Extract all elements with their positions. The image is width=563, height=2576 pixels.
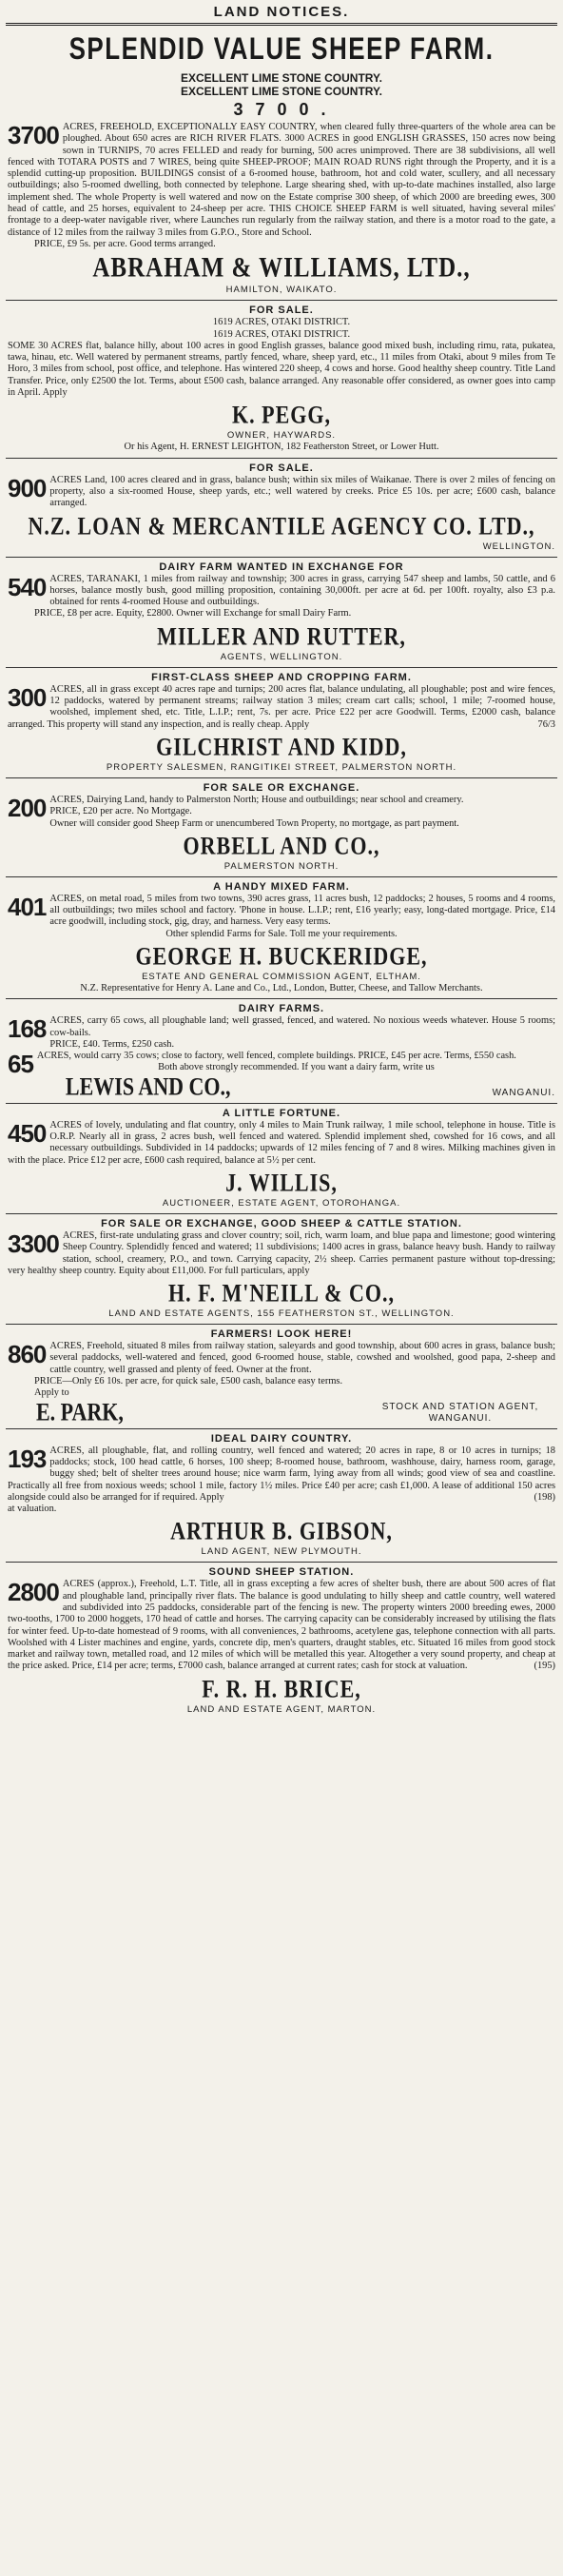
ad-acreage: 200: [8, 793, 47, 822]
ad-acreage: 3700: [8, 121, 59, 149]
ad-body-text: ACRES, would carry 35 cows; close to factory, well fenced, complete buildings. PRICE, £45 per acre. Terms, £550 cash.: [36, 1051, 516, 1062]
ad-acreage-banner: 3 7 0 0 .: [233, 100, 330, 119]
ad-section-label: A LITTLE FORTUNE.: [222, 1107, 341, 1119]
ad-farmers-look-here: [6, 1325, 557, 1428]
ad-body: [8, 1445, 555, 1504]
ad-body-tail: at valuation.: [8, 1504, 57, 1515]
ad-advertiser: GILCHRIST AND KIDD,: [156, 732, 407, 761]
ad-body: [8, 1341, 555, 1376]
ad-address: AGENTS, WELLINGTON.: [220, 651, 343, 662]
ad-sheep-cropping-farm: [6, 668, 557, 778]
ad-advertiser-row: [8, 1397, 555, 1426]
ad-advertiser: MILLER AND RUTTER,: [157, 621, 406, 651]
ad-reference: (198): [534, 1491, 555, 1503]
ad-advertiser: K. PEGG,: [232, 400, 331, 429]
ad-agent-line: Or his Agent, H. ERNEST LEIGHTON, 182 Featherston Street, or Lower Hutt.: [124, 442, 439, 453]
ad-reference: 76/3: [537, 718, 555, 730]
ad-section-label: FOR SALE OR EXCHANGE.: [203, 781, 360, 794]
ad-body-text: ACRES, all in grass except 40 acres rape and turnips; 200 acres flat, balance undulating, all ploughable; post and wire fences, 12 paddocks, watered by permanent streams; railway station 3 miles; cream cart calls; school, 1 mile; 7-roomed house, woolshed, implement shed, etc. Title, L.I.P.; rent, 7s. per acre. Price £22 per acre Goodwill. Terms, £2000 cash, balance arranged. This property will stand any inspection, and is really cheap. Apply: [8, 683, 555, 730]
ad-body-text: ACRES (approx.), Freehold, L.T. Title, all in grass excepting a few acres of shelter bush, there are about 500 acres of flat and ploughable land, principally river flats. The balance is good undulating to hilly sheep and cattle country, well watered and subdivided into 25 paddocks, considerable part of the fencing is new. The property winters 2000 breeding ewes, 2000 two-tooths, 1700 to 2000 hoggets, 170 head of cattle and horses. The carrying capacity can be considerably increased by utilising the flats for winter feed. Up-to-date homestead of 9 rooms, with all conveniences, 2 bathrooms, acetylene gas, telephone connection with all parts. Woolshed with 4 Lister machines and engine, yards, concrete dip, men's quarters, draught stables, etc. Situated 16 miles from good stock market and railway town, metalled road, and 12 miles of which will be metalled this year. Altogether a very sound property, and cheap at the price asked. Price, £14 per acre; terms, £7000 cash, balance arranged at current rates; cash for stock at valuation.: [8, 1579, 555, 1672]
ad-body-text: ACRES Land, 100 acres cleared and in grass, balance bush; within six miles of Waikanae. There is over 2 miles of fencing on property, also a six-roomed House, sheep yards, etc.; well watered by creeks. Price £5 10s. per acre; £600 cash, balance arranged.: [49, 474, 555, 509]
ad-body: [8, 574, 555, 609]
ad-body-text: ACRES, FREEHOLD, EXCEPTIONALLY EASY COUNTRY, when cleared fully three-quarters of the whole area can be ploughed. About 650 acres are RICH RIVER FLATS. 3000 ACRES in good ENGLISH GRASSES, 150 acres now being sown in TURNIPS, 70 acres FELLED and ready for burning, 500 acres unimproved. There are 38 subdivisions, all well fenced with TOTARA POSTS and 7 WIRES, being quite SHEEP-PROOF; MAIN ROAD RUNS right through the Property, and it is a splendid cutting-up proposition. BUILDINGS consist of a 6-roomed house, bathroom, hot and cold water, scullery, and all necessary outbuildings; also 5-roomed dwelling, both connected by telephone. Large shearing shed, with up-to-date machines installed, also large implement shed. The whole Property is well watered and now on the Estate comprise 300 sheep, of which 2000 are breeding ewes, 300 head of cattle, and 25 horses, equivalent to 24-sheep per acre. THIS CHOICE SHEEP FARM is well situated, having several miles' frontage to a deep-water navigable river, where Launches run regularly from the railway station, and there is a motor road to the gate, a distance of 12 miles from the railway 3 miles from G.P.O., Store and School.: [8, 122, 555, 238]
ad-section-label: FARMERS! LOOK HERE!: [210, 1328, 353, 1341]
ad-body: [8, 1230, 555, 1277]
ad-section-label: SOUND SHEEP STATION.: [208, 1566, 355, 1579]
ad-address: LAND AGENT, NEW PLYMOUTH.: [201, 1546, 362, 1558]
ad-body-text: ACRES of lovely, undulating and flat country, only 4 miles to Main Trunk railway, 1 mile school, telephone in house. Title is O.R.P. Nearly all in grass, 2 acres bush, well fenced and watered. Splendid implement shed, cowshed for 16 cows, and all necessary outbuildings. Subdivided in 14 paddocks; upwards of 12 miles fencing of 7 and 8 wires. Milking machines given in with the place. Price £12 per acre, £600 cash required, balance at 5½ per cent.: [8, 1119, 555, 1166]
ad-waikanae-land: [6, 459, 557, 558]
ad-body: [8, 122, 555, 239]
ad-address: LAND AND ESTATE AGENT, MARTON.: [186, 1703, 377, 1715]
ad-price: PRICE, £40. Terms, £250 cash.: [49, 1038, 175, 1050]
ad-advertiser: GEORGE H. BUCKERIDGE,: [135, 941, 428, 971]
ad-address: WELLINGTON.: [482, 541, 555, 552]
ad-price: PRICE, £9 5s. per acre. Good terms arranged.: [34, 238, 216, 249]
ad-section-label: FOR SALE OR EXCHANGE, GOOD SHEEP & CATTLE STATION.: [101, 1217, 462, 1229]
ad-body-text: ACRES, Freehold, situated 8 miles from railway station, saleyards and good township, about 600 acres in grass, balance bush; several paddocks, well-watered and fenced, good 6-roomed house, stable, cowshed and woolshed, good papa, 2-sheep and cattle country, well grassed and plenty of feed. Owner at the front.: [49, 1341, 555, 1375]
ad-price: PRICE, £20 per acre. No Mortgage.: [49, 806, 192, 817]
ad-body-text: ACRES, Dairying Land, handy to Palmerston North; House and outbuildings; near school and creamery.: [49, 794, 464, 805]
ad-address: AUCTIONEER, ESTATE AGENT, OTOROHANGA.: [162, 1197, 401, 1209]
ad-section-label: FIRST-CLASS SHEEP AND CROPPING FARM.: [151, 671, 412, 683]
ad-advertiser: J. WILLIS,: [225, 1168, 338, 1197]
ad-body-text: ACRES, on metal road, 5 miles from two towns, 390 acres grass, 11 acres bush, 12 paddocks; 2 houses, 5 rooms and 4 rooms, all outbuildings; two miles school and factory. 'Phone in house. L.I.P.; rent, £16 yearly; easy, long-dated mortgage. Price, £14 acre goodwill, including stock, gig, dray, and harness. Very easy terms.: [49, 893, 555, 928]
ad-address: OWNER, HAYWARDS.: [226, 430, 337, 442]
ad-section-label: A HANDY MIXED FARM.: [213, 880, 350, 893]
masthead: LAND NOTICES.: [6, 2, 557, 26]
ad-agent-line: N.Z. Representative for Henry A. Lane and Co., Ltd., London, Butter, Cheese, and Tallow Merchants.: [80, 982, 483, 993]
ad-body-text: ACRES, carry 65 cows, all ploughable land; well grassed, fenced, and watered. No noxious weeds whatever. House 5 rooms; cow-bails.: [49, 1015, 555, 1038]
ad-advertiser: LEWIS AND CO.,: [65, 1072, 231, 1101]
ad-acreage: 540: [8, 572, 47, 601]
ad-advertiser: ABRAHAM & WILLIAMS, LTD.,: [92, 252, 471, 284]
ad-body: [8, 1579, 555, 1672]
ad-body: [8, 894, 555, 929]
ad-address: STOCK AND STATION AGENT, WANGANUI.: [381, 1401, 539, 1424]
ad-advertiser: N.Z. LOAN & MERCANTILE AGENCY CO. LTD.,: [28, 510, 535, 540]
ad-subhead: EXCELLENT LIME STONE COUNTRY.: [180, 85, 382, 98]
ad-price: PRICE—Only £6 10s. per acre, for quick sale, £500 cash, balance easy terms.: [34, 1376, 343, 1387]
ad-body: [8, 1120, 555, 1167]
ad-dairy-farms-wanganui: [6, 999, 557, 1103]
ad-advertiser: E. PARK,: [36, 1397, 124, 1426]
ad-sound-sheep-station: [6, 1563, 557, 1719]
ad-body: [8, 475, 555, 510]
ad-acreage: 450: [8, 1118, 47, 1148]
ad-advertiser: ORBELL AND CO.,: [183, 831, 380, 860]
ad-address: PALMERSTON NORTH.: [223, 860, 340, 872]
ad-ideal-dairy-country: [6, 1429, 557, 1563]
ad-subhead: EXCELLENT LIME STONE COUNTRY.: [180, 71, 382, 85]
ad-body: [8, 684, 555, 731]
ad-body-text: ACRES, first-rate undulating grass and clover country; soil, rich, warm loam, and blue papa and limestone; good wintering Sheep Country. Splendidly fenced and watered; 11 subdivisions; 1400 acres in grass, balance heavy bush. Handy to railway station, school, creamery, P.O., and town. Carrying capacity, 2½ sheep. Carries permanent pasture without top-dressing; very healthy sheep country. Equity about £11,000. For full particulars, apply: [8, 1229, 555, 1276]
ad-reference: (195): [534, 1661, 555, 1672]
ad-acreage: 168: [8, 1014, 47, 1044]
ad-address: HAMILTON, WAIKATO.: [225, 285, 338, 296]
ad-acreage: 193: [8, 1444, 47, 1473]
ad-advertiser: ARTHUR B. GIBSON,: [170, 1516, 393, 1545]
ad-acreage: 3300: [8, 1229, 59, 1258]
ad-acreage: 401: [8, 892, 47, 921]
ad-address: PROPERTY SALESMEN, RANGITIKEI STREET, PALMERSTON NORTH.: [106, 761, 457, 773]
ad-otaki-district: [6, 301, 557, 458]
ad-acreage: 2800: [8, 1578, 59, 1607]
ad-subhead: 1619 ACRES, OTAKI DISTRICT.: [212, 328, 351, 340]
ad-body-text: ACRES, TARANAKI, 1 miles from railway and township; 300 acres in grass, carrying 547 sheep and lambs, 50 cattle, and 6 horses, balance mostly bush, good milling proposition, containing 30,000ft. per acre at 6d. per 100ft. royalty, also £3 p.a. obtained for rents 4-roomed House and outbuildings.: [49, 573, 555, 608]
ad-taranaki-exchange: [6, 558, 557, 668]
ad-price: PRICE, £8 per acre. Equity, £2800. Owner will Exchange for small Dairy Farm.: [34, 608, 352, 619]
ad-advertiser: F. R. H. BRICE,: [202, 1674, 361, 1703]
ad-acreage: 860: [8, 1340, 47, 1369]
ad-section-label: DAIRY FARMS.: [238, 1003, 325, 1015]
ad-section-label: DAIRY FARM WANTED IN EXCHANGE FOR: [159, 560, 404, 573]
ad-headline: SPLENDID VALUE SHEEP FARM.: [68, 30, 495, 67]
ad-acreage: 900: [8, 473, 47, 502]
ad-mixed-farm-eltham: [6, 877, 557, 999]
ad-section-label: IDEAL DAIRY COUNTRY.: [210, 1432, 353, 1445]
ad-advertiser-row: [37, 1074, 555, 1099]
ad-address: WANGANUI.: [492, 1087, 555, 1098]
ad-acreage: 65: [8, 1050, 33, 1079]
ad-subhead: 1619 ACRES, OTAKI DISTRICT.: [212, 317, 351, 328]
ad-section-label: FOR SALE.: [249, 462, 314, 474]
ad-little-fortune: [6, 1104, 557, 1214]
ad-sheep-farm-hamilton: [6, 26, 557, 301]
ad-note: Both above strongly recommended. If you want a dairy farm, write us: [158, 1062, 435, 1073]
ad-body-text: SOME 30 ACRES flat, balance hilly, about 100 acres in good English grasses, balance good mixed bush, including rimu, rata, pukatea, tawa, hinau, etc. Well watered by permanent streams, partly fenced, whare, sheep yard, etc., 11 miles from Otaki, about 9 miles from Te Horo, 3 miles from school, post office, and telephone. Has wintered 220 sheep, 4 cows and horse. Good healthy sheep country. Title Land Transfer. Price, only £2500 the lot. Terms, about £500 cash, balance arranged. Any reasonable offer considered, as owner goes into camp in April. Apply: [8, 340, 555, 399]
ad-sheep-cattle-station: [6, 1214, 557, 1325]
ad-address: LAND AND ESTATE AGENTS, 155 FEATHERSTON ST., WELLINGTON.: [108, 1308, 455, 1320]
ad-note: Owner will consider good Sheep Farm or unencumbered Town Property, no mortgage, as part payment.: [49, 817, 459, 829]
ad-dairying-land-palmerston: [6, 778, 557, 877]
ad-address: ESTATE AND GENERAL COMMISSION AGENT, ELTHAM.: [142, 971, 421, 982]
ad-advertiser: H. F. M'NEILL & CO.,: [168, 1278, 395, 1308]
ad-section-label: FOR SALE.: [249, 305, 314, 317]
ad-body-text: ACRES, all ploughable, flat, and rolling country, well fenced and watered; 20 acres in rape, 8 or 10 acres in turnips; 18 paddocks; stock, 100 head cattle, 6 horses, 100 sheep; 8-roomed house, bathroom, washhouse, dairy, harness room, garage, buggy shed; belt of shelter trees around house; nice warm farm, lying away from all winds; good view of sea and coastline. Practically all free from noxious weeds; school 1 mile, factory 1½ miles. Price £40 per acre; cash £1,000. A lease of additional 150 acres alongside could also be arranged for if required. Apply: [8, 1445, 555, 1503]
ad-note: Other splendid Farms for Sale. Toll me your requirements.: [165, 928, 398, 939]
ad-apply-label: Apply to: [34, 1387, 69, 1399]
ad-acreage: 300: [8, 682, 47, 712]
land-notices-page: [6, 0, 557, 1720]
